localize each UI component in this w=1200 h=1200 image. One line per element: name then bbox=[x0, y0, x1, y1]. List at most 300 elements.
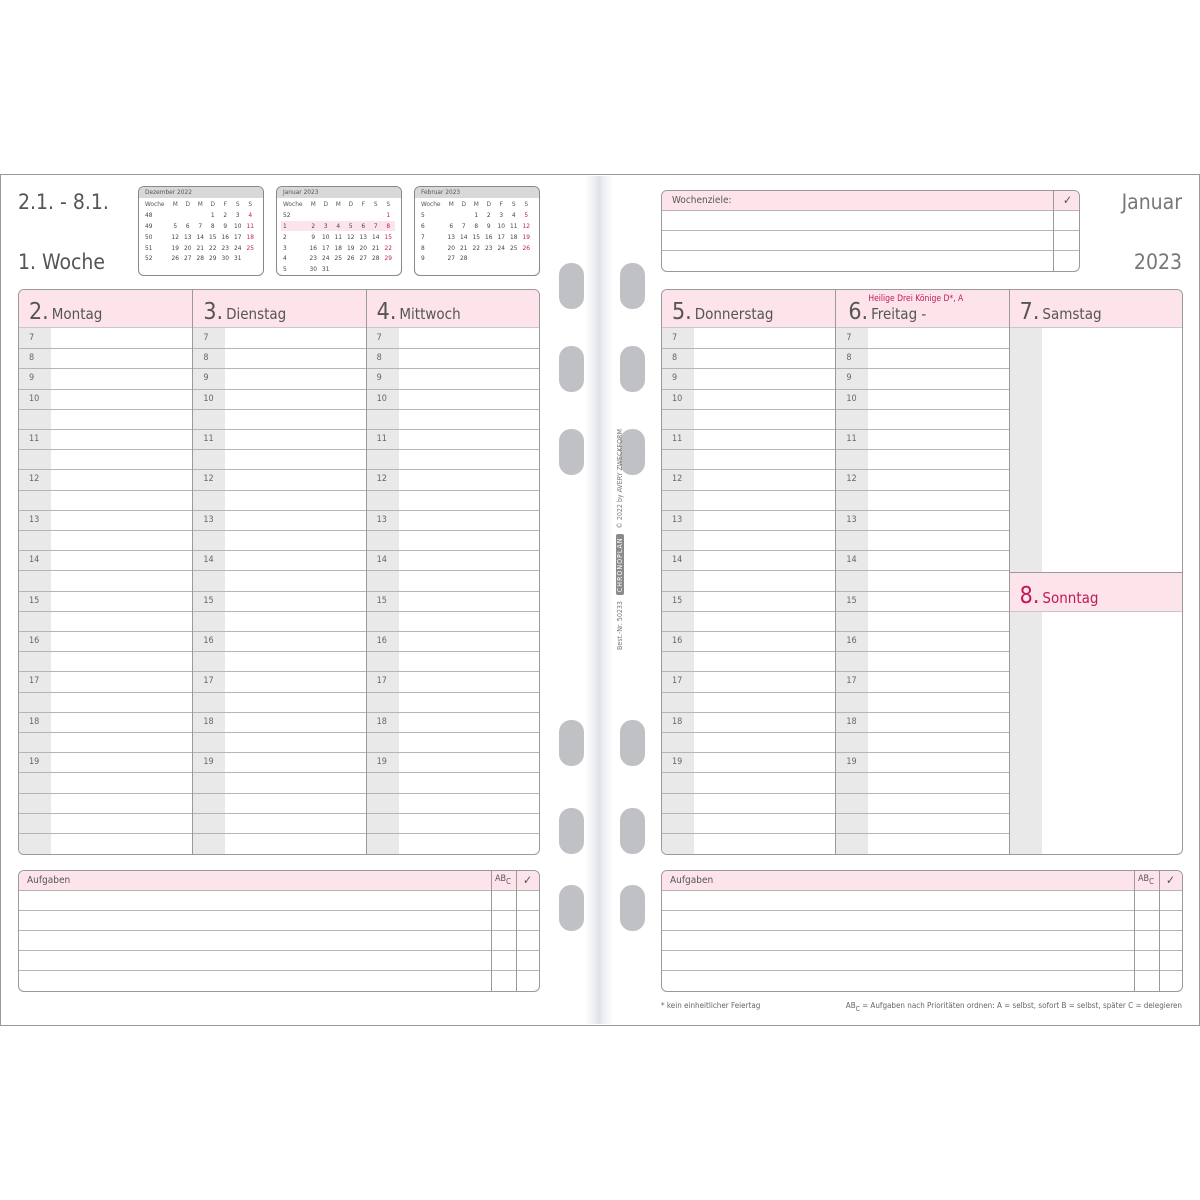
hour-label: 7 bbox=[376, 333, 382, 343]
date-cell bbox=[357, 264, 370, 275]
date-cell: 26 bbox=[171, 254, 179, 263]
date-cell: 5 bbox=[524, 211, 529, 220]
ruled-line bbox=[836, 530, 1008, 531]
hour-label: 19 bbox=[29, 757, 40, 768]
ruled-line bbox=[19, 570, 192, 571]
date-cell bbox=[470, 253, 483, 264]
day-name: Mittwoch bbox=[399, 305, 461, 323]
week-number-cell: 3 bbox=[283, 243, 287, 252]
date-cell bbox=[345, 264, 358, 275]
week-number-cell: 5 bbox=[421, 211, 425, 220]
day-column[interactable] bbox=[662, 290, 835, 854]
date-cell: D bbox=[185, 200, 190, 209]
ruled-line bbox=[367, 570, 539, 571]
hour-label: 13 bbox=[203, 514, 214, 525]
hour-label: 7 bbox=[672, 333, 678, 343]
date-cell: 25 bbox=[510, 243, 518, 252]
date-cell: 3 bbox=[499, 211, 504, 220]
minical-december bbox=[138, 186, 264, 276]
ruled-line bbox=[662, 591, 835, 592]
date-cell: 17 bbox=[234, 232, 242, 241]
hour-label: 9 bbox=[376, 373, 382, 384]
ruled-line bbox=[19, 732, 192, 733]
ruled-line bbox=[193, 611, 365, 612]
priority-column bbox=[1134, 871, 1135, 991]
day-name: Sonntag bbox=[1042, 589, 1099, 608]
ruled-line bbox=[662, 429, 835, 430]
ruled-line bbox=[193, 833, 365, 834]
date-cell: 19 bbox=[171, 243, 179, 252]
ruled-line bbox=[193, 692, 365, 693]
ruled-line bbox=[367, 752, 539, 753]
ruled-line bbox=[193, 469, 365, 470]
task-row[interactable] bbox=[662, 951, 1182, 971]
hour-label: 15 bbox=[846, 595, 857, 606]
date-cell: M bbox=[310, 200, 316, 209]
ruled-line bbox=[662, 793, 835, 794]
check-column bbox=[516, 871, 517, 991]
hour-label: 11 bbox=[672, 434, 683, 444]
ruled-line bbox=[662, 772, 835, 773]
ruled-line bbox=[836, 409, 1008, 410]
week-number-cell: 52 bbox=[145, 254, 153, 263]
punch-hole bbox=[620, 885, 645, 931]
ruled-line bbox=[193, 752, 365, 753]
ruled-line bbox=[836, 591, 1008, 592]
date-cell: 15 bbox=[209, 232, 217, 241]
day-block-right bbox=[661, 289, 1183, 855]
day-column[interactable] bbox=[835, 290, 1008, 854]
date-cell: S bbox=[386, 200, 391, 209]
date-cell: D bbox=[323, 200, 328, 209]
date-cell: 10 bbox=[234, 221, 242, 230]
date-cell: S bbox=[373, 200, 378, 209]
date-cell: 7 bbox=[198, 221, 203, 230]
date-cell bbox=[169, 210, 182, 221]
hour-label: 19 bbox=[672, 757, 683, 768]
punch-hole bbox=[559, 808, 584, 854]
ruled-line bbox=[836, 429, 1008, 430]
date-cell: 21 bbox=[372, 243, 380, 252]
priority-abc-label: $AB_C$ bbox=[1138, 874, 1154, 886]
ruled-line bbox=[836, 550, 1008, 551]
date-cell: 19 bbox=[347, 243, 355, 252]
ruled-line bbox=[193, 570, 365, 571]
date-cell: 8 bbox=[382, 221, 395, 232]
date-cell: 7 bbox=[370, 221, 383, 232]
date-cell: S bbox=[235, 200, 240, 209]
ruled-line bbox=[836, 833, 1008, 834]
date-cell: F bbox=[223, 200, 227, 209]
punch-hole bbox=[559, 429, 584, 475]
ruled-line bbox=[19, 348, 192, 349]
day-column[interactable] bbox=[1009, 290, 1182, 854]
date-cell bbox=[382, 264, 395, 275]
hour-label: 13 bbox=[29, 514, 40, 525]
order-number: Best.-Nr. 50233 bbox=[616, 601, 624, 650]
tasks-label: Aufgaben bbox=[19, 871, 539, 891]
ruled-line bbox=[19, 510, 192, 511]
hour-label: 17 bbox=[376, 676, 387, 687]
week-number-cell: 7 bbox=[421, 232, 425, 241]
date-cell: M bbox=[335, 200, 341, 209]
date-cell: 2 bbox=[223, 211, 228, 220]
ruled-line bbox=[836, 752, 1008, 753]
task-row[interactable] bbox=[662, 931, 1182, 951]
date-cell: 7 bbox=[461, 221, 466, 230]
date-cell: 29 bbox=[384, 254, 392, 263]
ruled-line bbox=[367, 591, 539, 592]
hour-label: 17 bbox=[672, 676, 683, 687]
ruled-line bbox=[19, 389, 192, 390]
hour-label: 12 bbox=[29, 474, 40, 485]
ruled-line bbox=[19, 409, 192, 410]
ruled-line bbox=[367, 368, 539, 369]
ruled-line bbox=[193, 591, 365, 592]
hour-label: 15 bbox=[376, 595, 387, 606]
date-cell: 14 bbox=[196, 232, 204, 241]
date-cell: 22 bbox=[384, 243, 392, 252]
date-cell: 27 bbox=[447, 254, 455, 263]
ruled-line bbox=[836, 772, 1008, 773]
week-date-range: 2.1. - 8.1. bbox=[18, 190, 109, 214]
hour-label: 17 bbox=[29, 676, 40, 687]
hour-label: 11 bbox=[203, 434, 214, 444]
date-cell bbox=[357, 210, 370, 221]
date-cell: 3 bbox=[235, 211, 240, 220]
ruled-line bbox=[193, 530, 365, 531]
ruled-line bbox=[19, 530, 192, 531]
day-column[interactable] bbox=[19, 290, 192, 854]
ruled-line bbox=[367, 692, 539, 693]
hour-label: 10 bbox=[203, 393, 214, 404]
goal-row[interactable] bbox=[662, 211, 1079, 231]
ruled-line bbox=[836, 813, 1008, 814]
ruled-line bbox=[19, 631, 192, 632]
date-cell: 27 bbox=[359, 254, 367, 263]
ruled-line bbox=[662, 732, 835, 733]
ruled-line bbox=[836, 692, 1008, 693]
date-cell: 24 bbox=[322, 254, 330, 263]
date-cell: 31 bbox=[234, 254, 242, 263]
ruled-line bbox=[19, 793, 192, 794]
ruled-line bbox=[19, 368, 192, 369]
punch-hole bbox=[620, 720, 645, 766]
ruled-line bbox=[367, 510, 539, 511]
ruled-line bbox=[193, 510, 365, 511]
hour-label: 9 bbox=[203, 373, 209, 384]
date-cell bbox=[508, 253, 521, 264]
day-title bbox=[29, 299, 102, 325]
hour-label: 10 bbox=[672, 393, 683, 404]
ruled-line bbox=[836, 793, 1008, 794]
day-name: Samstag bbox=[1042, 305, 1102, 323]
date-cell: F bbox=[361, 200, 365, 209]
week-number-cell: 9 bbox=[421, 254, 425, 263]
ruled-line bbox=[367, 712, 539, 713]
date-cell: 23 bbox=[221, 243, 229, 252]
date-cell: 8 bbox=[210, 221, 215, 230]
date-cell: 6 bbox=[185, 221, 190, 230]
ruled-line bbox=[367, 611, 539, 612]
ruled-line bbox=[193, 712, 365, 713]
date-cell: 20 bbox=[447, 243, 455, 252]
minical-title: Januar 2023 bbox=[277, 187, 401, 198]
hour-label: 8 bbox=[846, 353, 852, 364]
task-row[interactable] bbox=[662, 891, 1182, 911]
date-cell: 31 bbox=[322, 265, 330, 274]
check-icon: ✓ bbox=[1166, 873, 1176, 887]
week-number-cell: 6 bbox=[421, 221, 425, 230]
ruled-line bbox=[662, 570, 835, 571]
date-cell bbox=[320, 210, 333, 221]
hour-label: 18 bbox=[29, 716, 40, 727]
date-cell: 18 bbox=[246, 232, 254, 241]
task-row[interactable] bbox=[19, 911, 539, 931]
ruled-line bbox=[193, 409, 365, 410]
day-number: 8. bbox=[1019, 583, 1040, 610]
date-cell: 18 bbox=[334, 243, 342, 252]
task-row[interactable] bbox=[19, 931, 539, 951]
date-cell: 11 bbox=[246, 221, 254, 230]
ruled-line bbox=[836, 570, 1008, 571]
week-number-cell: 48 bbox=[145, 211, 153, 220]
day-block-left bbox=[18, 289, 540, 855]
priority-footnote: $AB_C$ = Aufgaben nach Prioritäten ordnen: A = selbst, sofort B = selbst, später C = delegieren bbox=[845, 1001, 1182, 1013]
ruled-line bbox=[836, 510, 1008, 511]
day-column[interactable] bbox=[366, 290, 539, 854]
priority-abc-label: $AB_C$ bbox=[495, 874, 511, 886]
hour-label: 19 bbox=[846, 757, 857, 768]
ruled-line bbox=[193, 389, 365, 390]
ruled-line bbox=[662, 368, 835, 369]
date-cell: D bbox=[461, 200, 466, 209]
date-cell: 26 bbox=[522, 243, 530, 252]
ruled-line bbox=[19, 469, 192, 470]
spine-imprint bbox=[616, 429, 624, 650]
date-cell bbox=[520, 253, 533, 264]
ruled-line bbox=[193, 490, 365, 491]
hour-label: 17 bbox=[846, 676, 857, 687]
date-cell: 19 bbox=[522, 232, 530, 241]
ruled-line bbox=[836, 671, 1008, 672]
hour-label: 10 bbox=[29, 393, 40, 404]
ruled-line bbox=[19, 591, 192, 592]
check-icon: ✓ bbox=[1062, 193, 1072, 207]
date-cell: 16 bbox=[309, 243, 317, 252]
ruled-line bbox=[367, 793, 539, 794]
date-cell: 28 bbox=[196, 254, 204, 263]
date-cell: 13 bbox=[359, 232, 367, 241]
week-number-cell: 50 bbox=[145, 232, 153, 241]
hour-label: 18 bbox=[672, 716, 683, 727]
priority-column bbox=[491, 871, 492, 991]
hour-label: 18 bbox=[203, 716, 214, 727]
tasks-right bbox=[661, 870, 1183, 992]
date-cell: 11 bbox=[334, 232, 342, 241]
ruled-line bbox=[367, 732, 539, 733]
ruled-line bbox=[193, 449, 365, 450]
date-cell bbox=[244, 253, 257, 264]
ruled-line bbox=[662, 490, 835, 491]
ruled-line bbox=[367, 389, 539, 390]
date-cell: 4 bbox=[248, 211, 253, 220]
punch-hole bbox=[620, 263, 645, 309]
task-row[interactable] bbox=[19, 951, 539, 971]
task-row[interactable] bbox=[19, 971, 539, 991]
date-cell: 13 bbox=[184, 232, 192, 241]
ruled-line bbox=[193, 772, 365, 773]
ruled-line bbox=[836, 368, 1008, 369]
date-cell: 1 bbox=[474, 211, 479, 220]
date-cell: 26 bbox=[347, 254, 355, 263]
date-cell: 14 bbox=[460, 232, 468, 241]
weekly-goals bbox=[661, 190, 1080, 272]
tasks-left bbox=[18, 870, 540, 992]
date-cell: 17 bbox=[497, 232, 505, 241]
ruled-line bbox=[662, 510, 835, 511]
day-column[interactable] bbox=[192, 290, 365, 854]
week-number-cell: 51 bbox=[145, 243, 153, 252]
ruled-line bbox=[662, 671, 835, 672]
date-cell: 8 bbox=[474, 221, 479, 230]
goal-row[interactable] bbox=[662, 251, 1079, 271]
date-cell: 15 bbox=[472, 232, 480, 241]
ruled-line bbox=[193, 348, 365, 349]
hour-label: 14 bbox=[672, 555, 683, 566]
ruled-line bbox=[836, 348, 1008, 349]
ruled-line bbox=[836, 469, 1008, 470]
date-cell: 30 bbox=[309, 265, 317, 274]
ruled-line bbox=[836, 732, 1008, 733]
punch-hole bbox=[559, 885, 584, 931]
ruled-line bbox=[836, 631, 1008, 632]
ruled-line bbox=[662, 469, 835, 470]
hour-label: 11 bbox=[846, 434, 857, 444]
date-cell: 20 bbox=[359, 243, 367, 252]
date-cell: 10 bbox=[322, 232, 330, 241]
ruled-line bbox=[19, 449, 192, 450]
goals-label: Wochenziele: bbox=[662, 191, 1079, 211]
date-cell: 9 bbox=[311, 232, 316, 241]
hour-label: 18 bbox=[376, 716, 387, 727]
task-row[interactable] bbox=[19, 891, 539, 911]
date-cell bbox=[370, 264, 383, 275]
punch-hole bbox=[620, 346, 645, 392]
day-number: 2. bbox=[29, 299, 49, 325]
date-cell: 12 bbox=[522, 221, 530, 230]
day-number: 4. bbox=[376, 299, 397, 325]
date-cell bbox=[194, 210, 207, 221]
ruled-line bbox=[662, 409, 835, 410]
date-cell: 6 bbox=[357, 221, 370, 232]
month-label: Januar bbox=[1121, 190, 1182, 214]
hour-label: 17 bbox=[203, 676, 214, 687]
hour-label: 7 bbox=[29, 333, 35, 343]
task-row[interactable] bbox=[662, 911, 1182, 931]
ruled-line bbox=[193, 732, 365, 733]
hour-label: 9 bbox=[672, 373, 678, 384]
ruled-line bbox=[193, 793, 365, 794]
hour-label: 15 bbox=[29, 595, 40, 606]
day-name: Montag bbox=[51, 305, 103, 323]
tasks-label: Aufgaben bbox=[662, 871, 1182, 891]
week-number-cell: 1 bbox=[281, 221, 307, 232]
hour-label: 16 bbox=[29, 636, 40, 646]
date-cell bbox=[483, 253, 496, 264]
hour-label: 12 bbox=[672, 474, 683, 485]
date-cell: M bbox=[197, 200, 203, 209]
ruled-line bbox=[19, 490, 192, 491]
date-cell: S bbox=[511, 200, 516, 209]
date-cell: 28 bbox=[372, 254, 380, 263]
date-cell: 28 bbox=[460, 254, 468, 263]
day-title bbox=[1020, 299, 1102, 325]
punch-hole bbox=[559, 346, 584, 392]
day-title bbox=[672, 299, 774, 325]
brand-logo: CHRONOPLAN bbox=[616, 534, 624, 595]
ruled-line bbox=[367, 550, 539, 551]
date-cell: D bbox=[210, 200, 215, 209]
ruled-line bbox=[367, 449, 539, 450]
date-cell bbox=[332, 210, 345, 221]
task-row[interactable] bbox=[662, 971, 1182, 991]
date-cell bbox=[370, 210, 383, 221]
date-cell: M bbox=[473, 200, 479, 209]
date-cell: 1 bbox=[210, 211, 215, 220]
goal-row[interactable] bbox=[662, 231, 1079, 251]
ruled-line bbox=[193, 429, 365, 430]
ruled-line bbox=[19, 611, 192, 612]
date-cell: 14 bbox=[372, 232, 380, 241]
date-cell bbox=[445, 210, 458, 221]
date-cell: 25 bbox=[334, 254, 342, 263]
ruled-line bbox=[662, 752, 835, 753]
date-cell: 16 bbox=[221, 232, 229, 241]
ruled-line bbox=[19, 651, 192, 652]
ruled-line bbox=[836, 389, 1008, 390]
hour-label: 16 bbox=[672, 636, 683, 646]
punch-hole bbox=[559, 263, 584, 309]
hour-label: 10 bbox=[376, 393, 387, 404]
ruled-line bbox=[367, 348, 539, 349]
day-number: 6. bbox=[848, 299, 869, 325]
date-cell: S bbox=[248, 200, 253, 209]
date-cell: 18 bbox=[510, 232, 518, 241]
ruled-line bbox=[19, 550, 192, 551]
week-number: 1. Woche bbox=[18, 250, 106, 274]
day-name: Donnerstag bbox=[694, 305, 774, 323]
ruled-line bbox=[662, 389, 835, 390]
hour-label: 11 bbox=[29, 434, 40, 444]
ruled-line bbox=[367, 772, 539, 773]
ruled-line bbox=[19, 772, 192, 773]
ruled-line bbox=[19, 671, 192, 672]
date-cell: F bbox=[499, 200, 503, 209]
hour-label: 12 bbox=[846, 474, 857, 485]
ruled-line bbox=[193, 550, 365, 551]
ruled-line bbox=[193, 813, 365, 814]
hour-label: 19 bbox=[376, 757, 387, 768]
ruled-line bbox=[662, 631, 835, 632]
hour-label: 19 bbox=[203, 757, 214, 768]
date-cell: 16 bbox=[485, 232, 493, 241]
ruled-line bbox=[19, 813, 192, 814]
hour-label: 7 bbox=[846, 333, 852, 343]
date-cell bbox=[182, 210, 195, 221]
hour-label: 13 bbox=[846, 514, 857, 525]
ruled-line bbox=[367, 490, 539, 491]
